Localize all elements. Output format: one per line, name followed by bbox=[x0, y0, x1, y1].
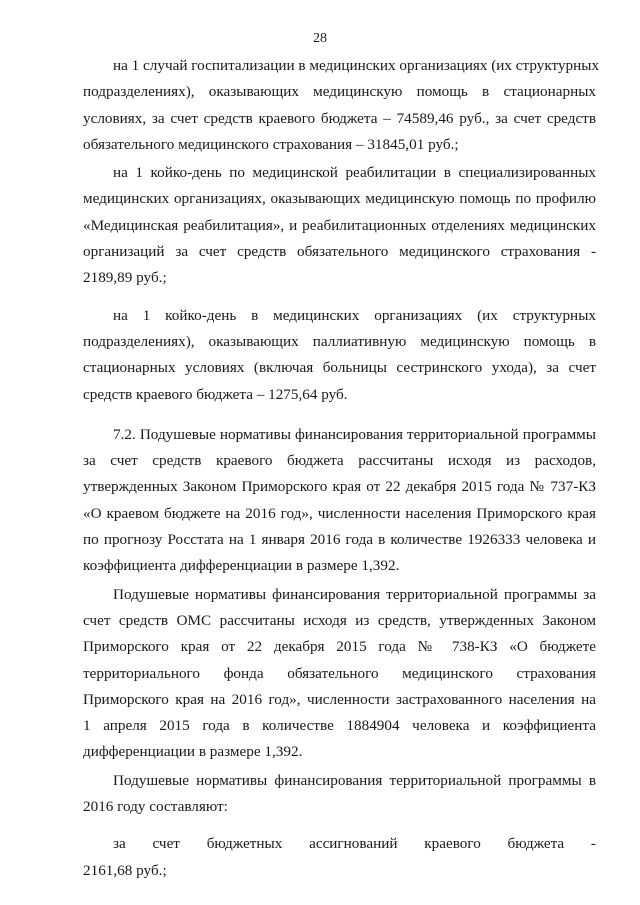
paragraph-line: 2189,89 руб.; bbox=[83, 269, 167, 287]
paragraph-line: 2161,68 руб.; bbox=[83, 861, 167, 879]
paragraph-line: стационарных условиях (включая больницы сестринского ухода), за счет bbox=[83, 359, 596, 377]
paragraph-line: счет средств ОМС рассчитаны исходя из средств, утвержденных Законом bbox=[83, 611, 596, 629]
paragraph-line: организаций за счет средств обязательного медицинского страхования - bbox=[83, 243, 596, 261]
paragraph-line: на 1 случай госпитализации в медицинских организациях (их структурных bbox=[113, 57, 600, 74]
paragraph-gap bbox=[83, 820, 596, 831]
paragraph bbox=[83, 768, 596, 821]
paragraph-line: подразделениях), оказывающих паллиативную медицинскую помощь в bbox=[83, 332, 596, 350]
paragraph-line: на 1 койко-день по медицинской реабилитации в специализированных bbox=[113, 164, 596, 182]
paragraph-line: «Медицинская реабилитация», и реабилитационных отделениях медицинских bbox=[83, 216, 596, 234]
paragraph-line: утвержденных Законом Приморского края от 22 декабря 2015 года № 737-КЗ bbox=[83, 478, 596, 496]
paragraph-line: на 1 койко-день в медицинских организациях (их структурных bbox=[113, 306, 596, 324]
paragraph-line: Приморского края на 2016 год», численности застрахованного населения на bbox=[83, 690, 596, 708]
paragraph-line: медицинских организациях, оказывающих медицинскую помощь по профилю bbox=[83, 190, 596, 208]
paragraph-line: Приморского края от 22 декабря 2015 года № 738-КЗ «О бюджете bbox=[83, 638, 596, 656]
paragraph-line: коэффициента дифференциации в размере 1,392. bbox=[83, 557, 400, 575]
paragraph-line: за счет средств краевого бюджета рассчитаны исходя из расходов, bbox=[83, 452, 596, 470]
paragraph-line: средств краевого бюджета – 1275,64 руб. bbox=[83, 385, 348, 403]
paragraph-line: дифференциации в размере 1,392. bbox=[83, 743, 303, 761]
paragraph-line: обязательного медицинского страхования – 31845,01 руб.; bbox=[83, 135, 459, 153]
paragraph-line: 1 апреля 2015 года в количестве 1884904 человека и коэффициента bbox=[83, 717, 596, 735]
paragraph-line: территориального фонда обязательного медицинского страхования bbox=[83, 664, 596, 682]
paragraph bbox=[83, 303, 596, 408]
paragraph bbox=[83, 422, 596, 580]
paragraph bbox=[83, 160, 596, 291]
paragraph-line: 2016 году составляют: bbox=[83, 798, 228, 816]
paragraph-line: 7.2. Подушевые нормативы финансирования территориальной программы bbox=[113, 425, 596, 443]
paragraph bbox=[83, 831, 596, 884]
paragraph-line: за счет бюджетных ассигнований краевого бюджета - bbox=[113, 835, 596, 853]
paragraph bbox=[83, 53, 600, 158]
paragraph-line: Подушевые нормативы финансирования территориальной программы в bbox=[113, 771, 596, 789]
document-body bbox=[83, 53, 600, 884]
paragraph-line: по прогнозу Росстата на 1 января 2016 года в количестве 1926333 человека и bbox=[83, 531, 596, 549]
paragraph-line: Подушевые нормативы финансирования территориальной программы за bbox=[113, 585, 596, 603]
paragraph-line: «О краевом бюджете на 2016 год», численности населения Приморского края bbox=[83, 504, 596, 522]
paragraph-line: условиях, за счет средств краевого бюджета – 74589,46 руб., за счет средств bbox=[83, 109, 596, 127]
paragraph-gap bbox=[83, 408, 596, 422]
page-number: 28 bbox=[313, 31, 327, 46]
paragraph-gap bbox=[83, 292, 596, 303]
paragraph-line: подразделениях), оказывающих медицинскую помощь в стационарных bbox=[83, 83, 596, 101]
paragraph bbox=[83, 582, 596, 766]
